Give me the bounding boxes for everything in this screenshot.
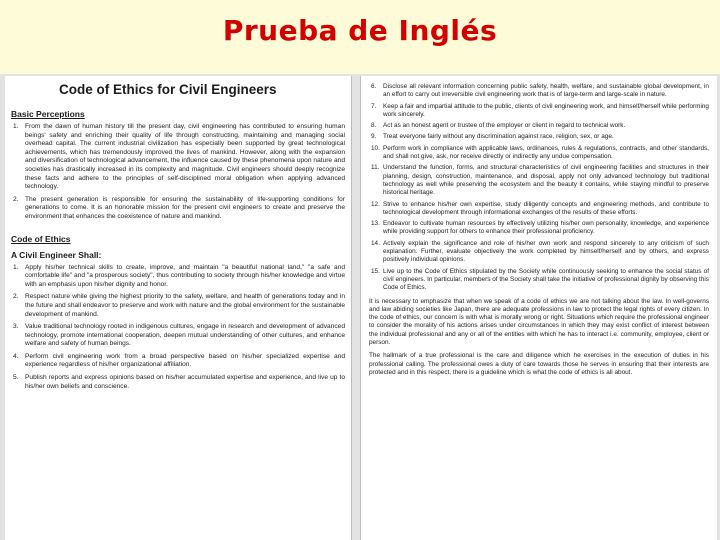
list-item <box>371 220 709 237</box>
list-item <box>371 267 709 293</box>
code-subheading: A Civil Engineer Shall: <box>11 249 102 260</box>
item-number: 13. <box>371 220 380 228</box>
item-number: 11. <box>371 164 380 172</box>
list-item <box>371 102 709 120</box>
item-text: Perform civil engineering work from a broad perspective based on his/her specialized expertise and experience regardless of his/her organizational affiliation. <box>25 352 345 369</box>
item-number: 6. <box>371 83 377 90</box>
item-text: Act as an honest agent or trustee of the employer or client in regard to technical work. <box>383 122 626 130</box>
item-number: 12. <box>371 200 380 208</box>
code-of-ethics-heading: Code of Ethics <box>11 233 71 244</box>
item-number: 15. <box>371 267 380 275</box>
item-text: Apply his/her technical skills to create, improve, and maintain "a beautiful national land," "a safe and comfortable life" and "a prosperous society", thus contributing to society through his/her knowledge and virtue with an emphasis upon his/her dignity and honor. <box>25 263 345 288</box>
list-item <box>371 122 709 130</box>
slide-title-bar <box>0 0 720 75</box>
item-text: Live up to the Code of Ethics stipulated by the Society while continuously seeking to enhance the social status of civil engineers. In particular, members of the Society shall take the initiative of professional dignity by observing this Code of Ethics. <box>383 267 709 292</box>
item-number: 2. <box>13 195 19 203</box>
list-item <box>13 374 345 391</box>
list-item <box>13 195 345 222</box>
item-text: The present generation is responsible for ensuring the sustainability of life-supporting conditions for generations to come. It is an honorable mission for the present civil engineers to create and preserve the environment that enhances the coexistence of nature and mankind. <box>25 195 345 220</box>
code-of-ethics-list <box>5 264 351 392</box>
slide-title: Prueba de Inglés <box>222 14 498 47</box>
item-text: Perform work in compliance with applicable laws, ordinances, rules & regulations, contracts, and other standards, and shall not give, ask, nor receive directly or indirectly any undue compensation. <box>383 144 709 161</box>
item-number: 8. <box>371 122 377 130</box>
law-vs-ethics-paragraph: It is necessary to emphasize that when we speak of a code of ethics we are not talking about the law. In well-governs and law abiding societies like Japan, there are adequate professions in law to protect the legal rights of every citizen. In the code of ethics, our concern is with what is morally wrong or right. Situations which require the professional engineer to consider the morality of his actions arises under circumstances in which they may exist conflict of interest between the individual professional and any or all of the entities with which he has to interact i.e. community, employee, client or person. <box>369 297 709 347</box>
basic-perceptions-list <box>5 123 351 222</box>
list-item <box>13 123 345 192</box>
item-number: 3. <box>13 323 19 331</box>
item-number: 4. <box>13 352 19 360</box>
code-of-ethics-list-continued <box>361 83 717 293</box>
left-document-page <box>5 76 352 540</box>
item-text: Understand the function, forms, and structural characteristics of civil engineering facilities and structures in their planning, design, construction, maintenance, and disposal, apply not only advanced technology but traditional technology as well while preserving the ecosystem and the beauty it contains, while staying mindful to preserve historical heritage. <box>383 164 709 197</box>
list-item <box>371 144 709 162</box>
item-text: Endeavor to cultivate human resources by effectively utilizing his/her own personality, knowledge, and experience while providing support for others to enhance their professional proficiency. <box>383 220 709 236</box>
item-number: 5. <box>13 374 19 382</box>
basic-perceptions-heading: Basic Perceptions <box>11 109 85 119</box>
list-item <box>371 83 709 100</box>
item-text: From the dawn of human history till the present day, civil engineering has contributed to ensuring human beings' safety and enriching their quality of life through constructing, maintaining and managing social overhead capital. The current industrial civilization has especially been supported by great technological achievements, which has tremendously improved the lives of mankind. However, along with the expansion and diversification of technological advancement, the influence caused by these phenomena upon nature and societies has drastically increased in its complexity and magnitude. Civil engineers should deeply recognize these facts and adhere to the principles of self-disciplined moral obligation when applying advanced technology. <box>25 123 345 191</box>
item-text: Value traditional technology rooted in indigenous cultures, engage in research and development of advanced technology, promote international cooperation, deepen mutual understanding of other cultures, and enhance welfare and safety of human beings. <box>25 323 345 348</box>
item-text: Publish reports and express opinions based on his/her accumulated expertise and experience, and live up to his/her own beliefs and conscience. <box>25 374 345 390</box>
item-number: 7. <box>371 102 377 110</box>
item-text: Strive to enhance his/her own expertise, study diligently concepts and engineering methods, and contribute to technological development through informational exchanges of the results of these efforts. <box>383 200 709 216</box>
item-text: Keep a fair and impartial attitude to the public, clients of civil engineering work, and himself/herself while performing work sincerely. <box>383 102 709 118</box>
item-number: 1. <box>13 123 19 130</box>
list-item <box>13 293 345 319</box>
list-item <box>371 164 709 197</box>
item-number: 2. <box>13 293 19 301</box>
item-text: Respect nature while giving the highest priority to the safety, welfare, and health of generations today and in the future and shall endeavor to preserve and work with nature and the global environment for the sustainable development of mankind. <box>25 293 345 318</box>
list-item <box>371 133 709 141</box>
item-number: 9. <box>371 133 377 141</box>
item-number: 10. <box>371 144 380 152</box>
item-text: Actively explain the significance and role of his/her own work and respond sincerely to any criticism of such explanation. Further, evaluate objectively the work completed by himself/herself and by others, and express positively individual opinions. <box>383 239 709 264</box>
list-item <box>371 239 709 265</box>
list-item <box>13 352 345 370</box>
list-item <box>13 263 345 290</box>
item-number: 14. <box>371 239 380 247</box>
list-item <box>13 323 345 349</box>
item-text: Disclose all relevant information concerning public safety, health, welfare, and sustainable global development, in an effort to carry out irreversible civil engineering work that is of large-term and large-scale in nature. <box>383 83 709 99</box>
professional-hallmark-paragraph: The hallmark of a true professional is the care and diligence which he exercises in the execution of duties in his professional calling. The professional owes a duty of care towards those he serves in ensuring that their interests are protected and in this respect, there is a guideline which is what the code of ethics is all about. <box>369 352 709 376</box>
document-title: Code of Ethics for Civil Engineers <box>59 82 277 97</box>
item-number: 1. <box>13 263 19 271</box>
right-document-page <box>360 76 717 540</box>
item-text: Treat everyone fairly without any discrimination against race, religion, sex, or age. <box>383 133 614 141</box>
list-item <box>371 200 709 218</box>
